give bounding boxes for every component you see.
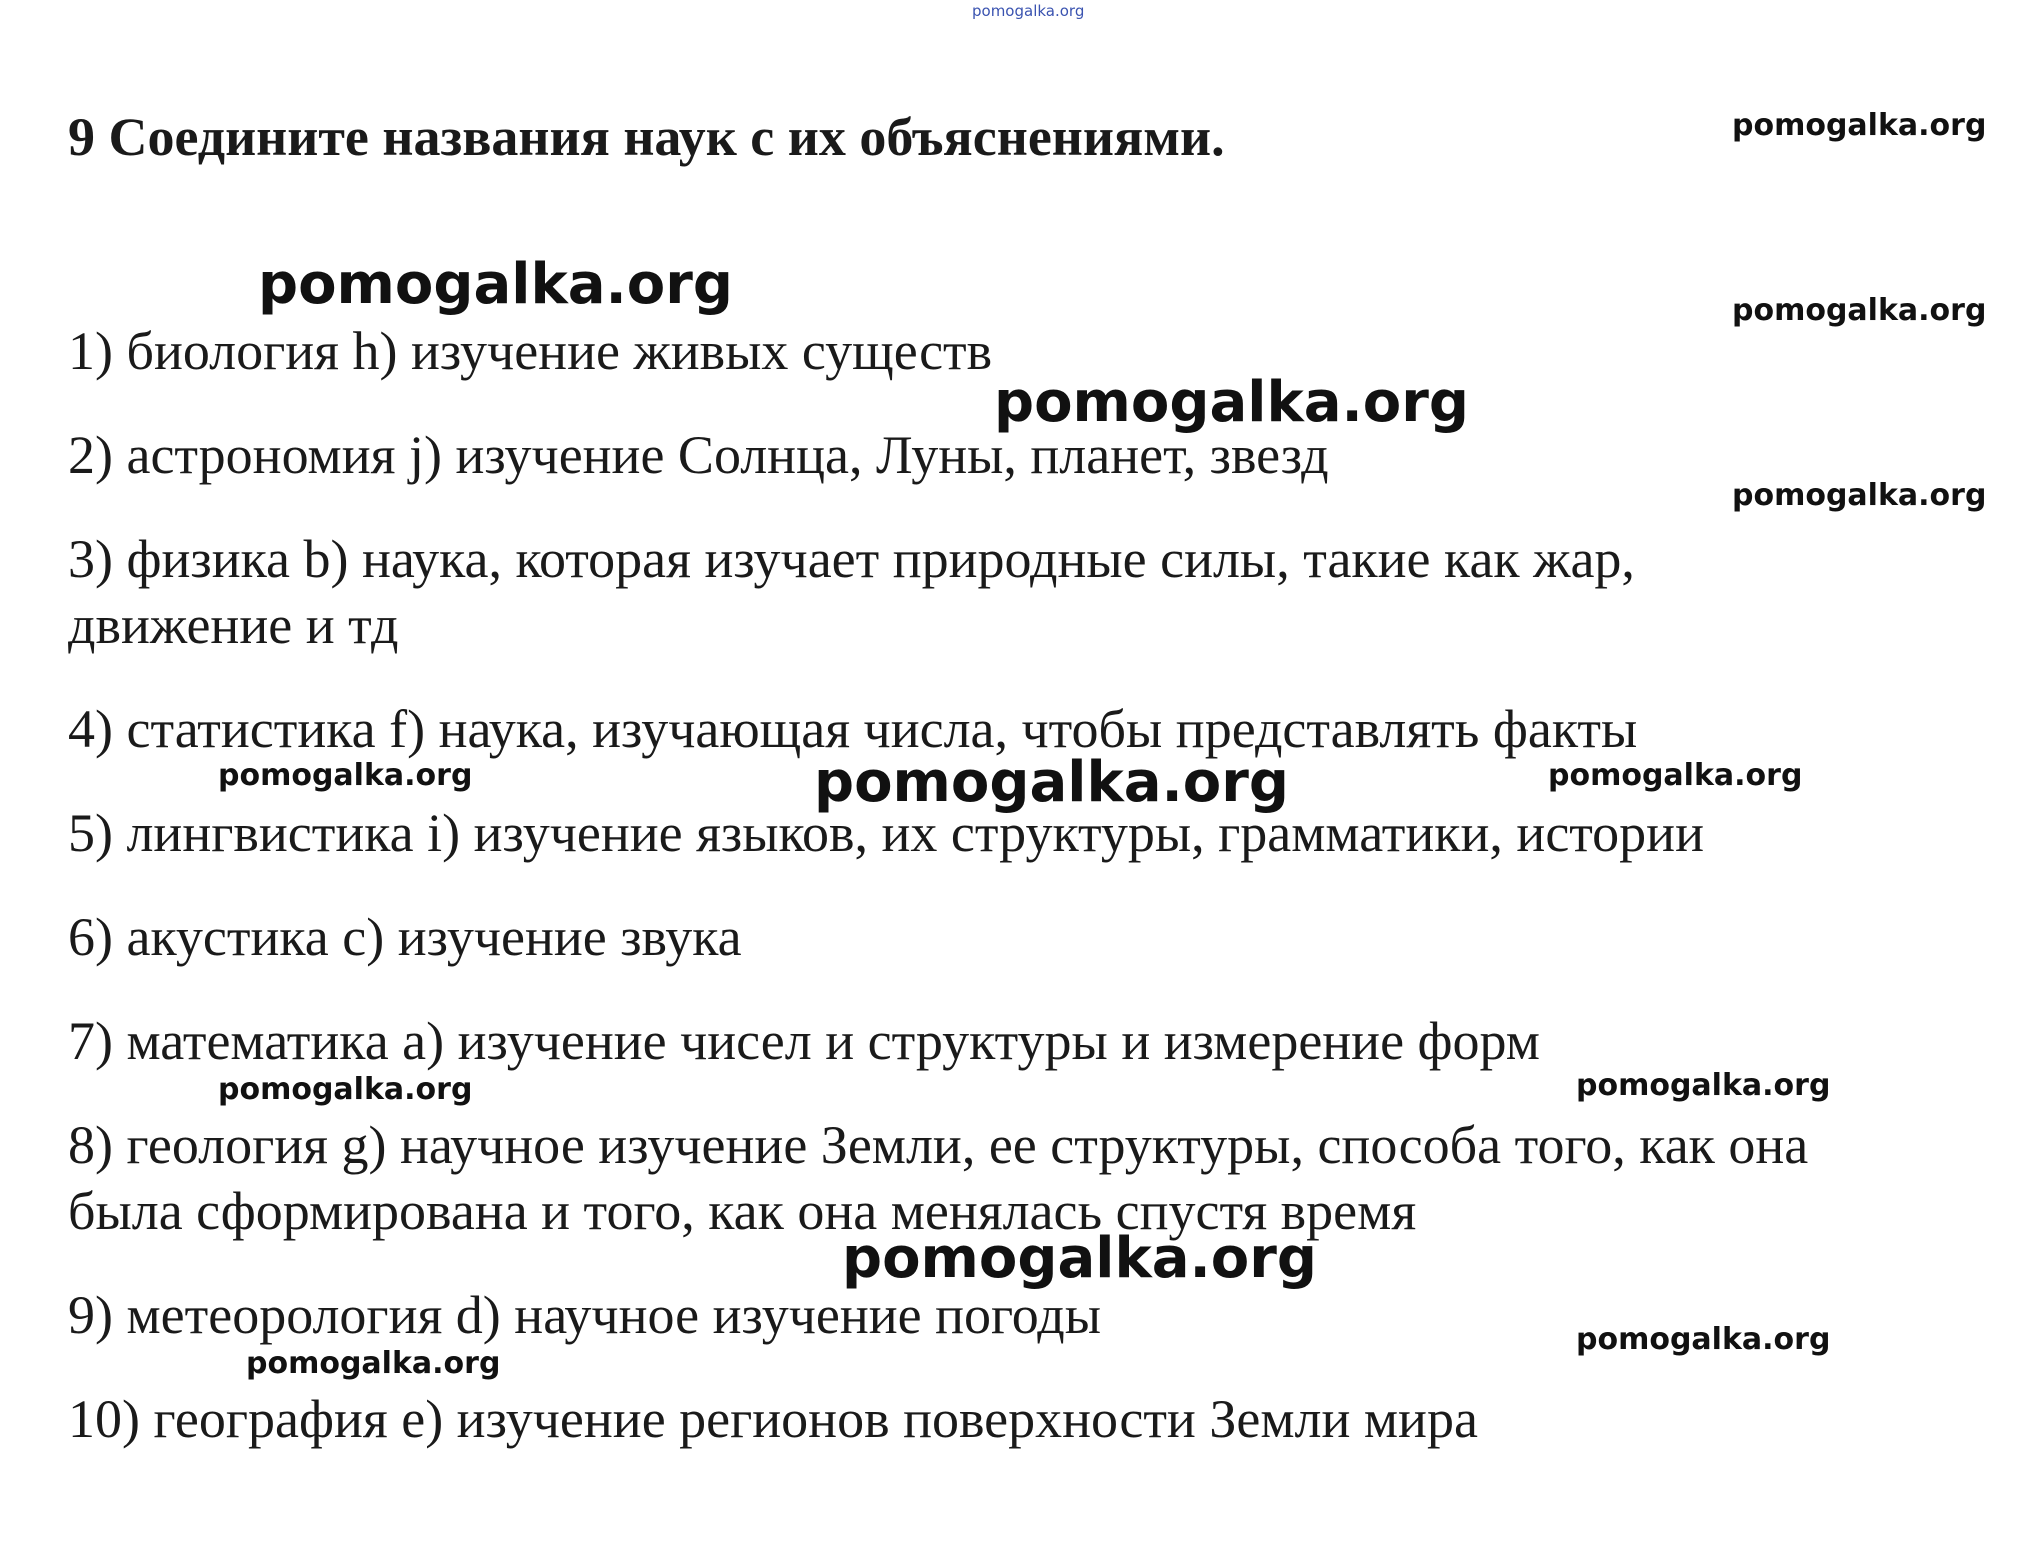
- item-line: 6) акустика c) изучение звука: [68, 907, 742, 967]
- list-item: [68, 1112, 1808, 1244]
- watermark: pomogalka.org: [258, 252, 733, 317]
- watermark: pomogalka.org: [994, 370, 1469, 435]
- item-line: 3) физика b) наука, которая изучает природные силы, такие как жар,: [68, 529, 1635, 589]
- watermark: pomogalka.org: [972, 2, 1085, 20]
- watermark: pomogalka.org: [218, 1072, 473, 1107]
- item-line: 2) астрономия j) изучение Солнца, Луны, планет, звезд: [68, 425, 1329, 485]
- list-item: [68, 904, 742, 970]
- watermark: pomogalka.org: [1576, 1068, 1831, 1103]
- item-line: 8) геология g) научное изучение Земли, ее структуры, способа того, как она: [68, 1115, 1809, 1175]
- item-line: 10) география e) изучение регионов поверхности Земли мира: [68, 1389, 1478, 1449]
- watermark: pomogalka.org: [246, 1346, 501, 1381]
- item-line: была сформирована и того, как она менялась спустя время: [68, 1181, 1417, 1241]
- list-item: [68, 1282, 1101, 1348]
- watermark: pomogalka.org: [1732, 478, 1987, 513]
- watermark: pomogalka.org: [1732, 293, 1987, 328]
- item-line: движение и тд: [68, 595, 399, 655]
- list-item: [68, 526, 1635, 658]
- watermark: pomogalka.org: [1576, 1322, 1831, 1357]
- item-line: 4) статистика f) наука, изучающая числа, чтобы представлять факты: [68, 699, 1638, 759]
- list-item: [68, 1008, 1540, 1074]
- list-item: [68, 318, 992, 384]
- item-line: 1) биология h) изучение живых существ: [68, 321, 993, 381]
- watermark: pomogalka.org: [842, 1226, 1317, 1291]
- item-line: 9) метеорология d) научное изучение погоды: [68, 1285, 1101, 1345]
- list-item: [68, 1386, 1478, 1452]
- watermark: pomogalka.org: [814, 750, 1289, 815]
- item-line: 5) лингвистика i) изучение языков, их структуры, грамматики, истории: [68, 803, 1704, 863]
- watermark: pomogalka.org: [1732, 108, 1987, 143]
- watermark: pomogalka.org: [218, 758, 473, 793]
- task-title: 9 Соедините названия наук с их объяснениями.: [68, 107, 1225, 167]
- watermark: pomogalka.org: [1548, 758, 1803, 793]
- item-line: 7) математика a) изучение чисел и структуры и измерение форм: [68, 1011, 1540, 1071]
